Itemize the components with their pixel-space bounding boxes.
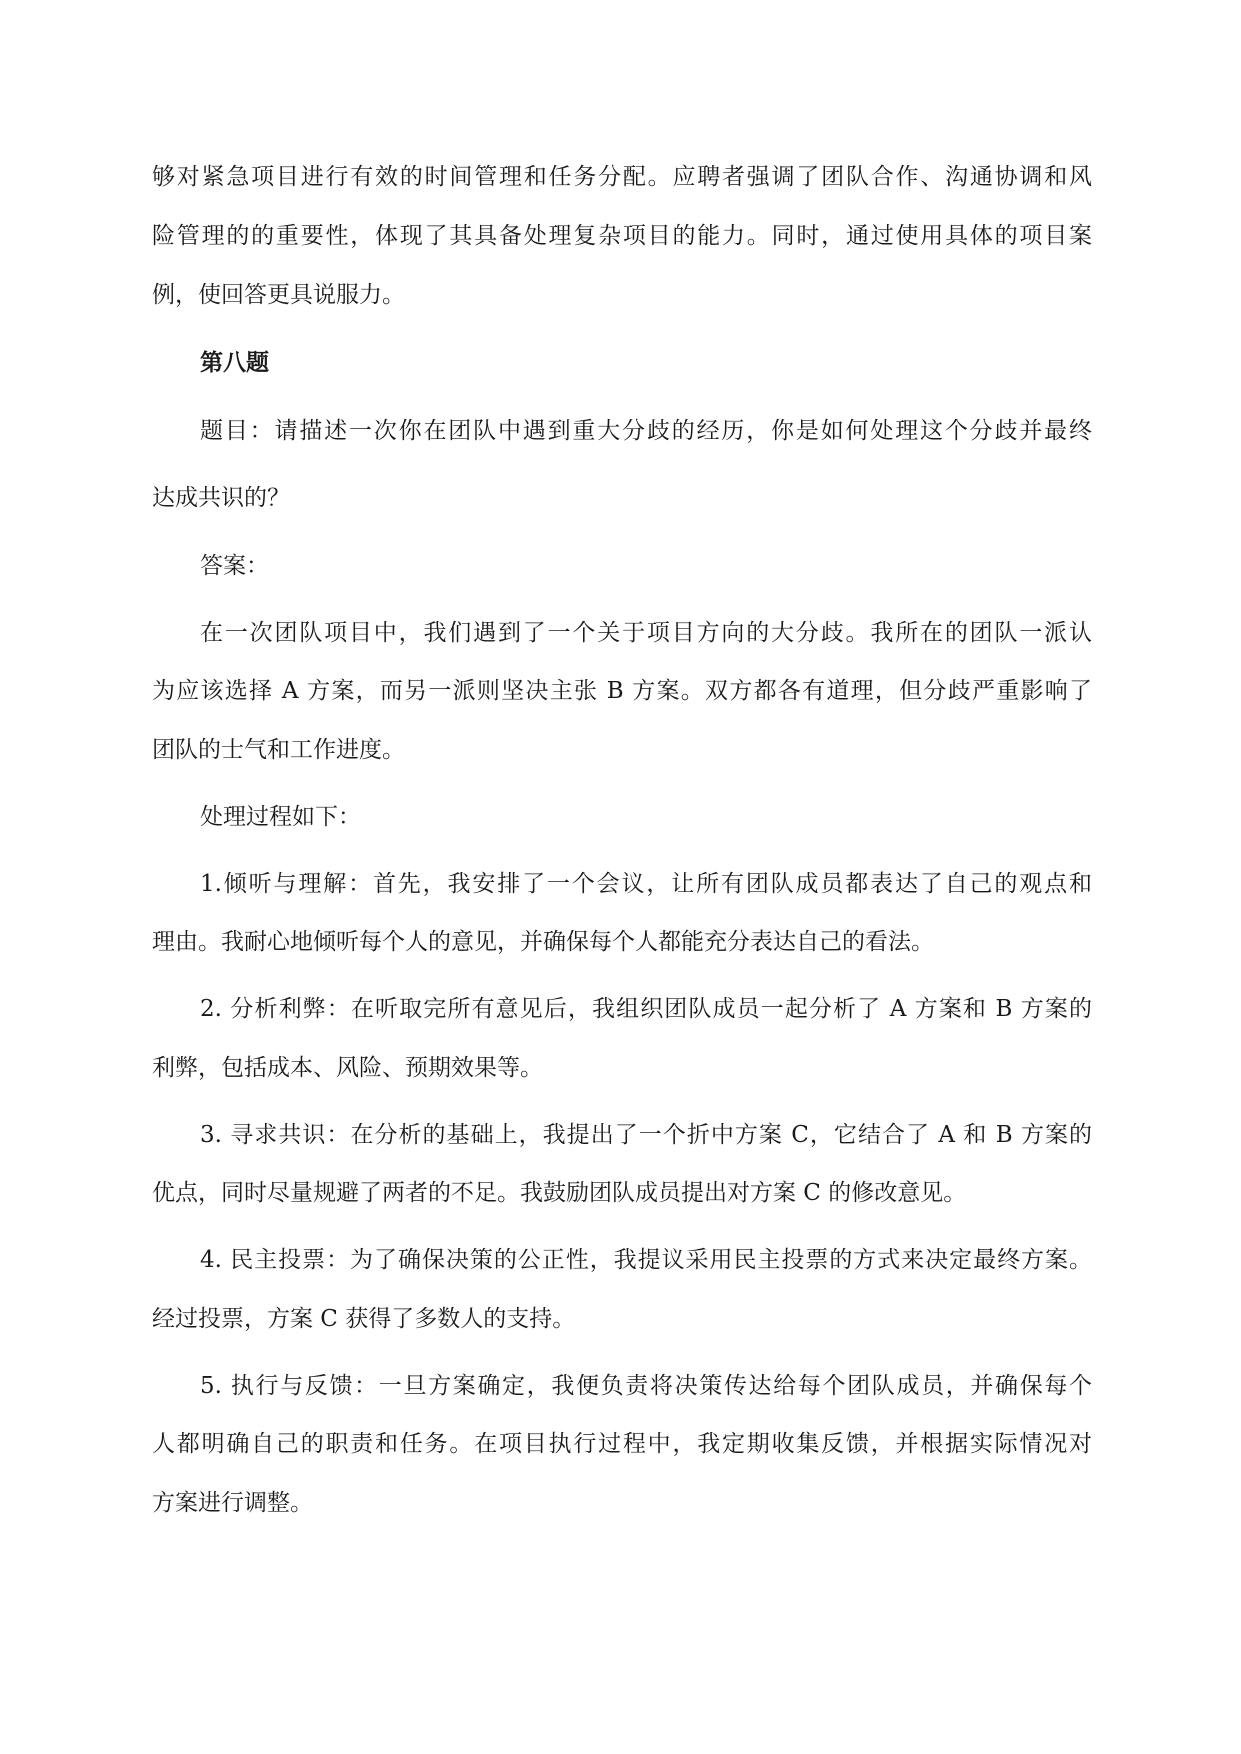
list-item-line: 理由。我耐心地倾听每个人的意见，并确保每个人都能充分表达自己的看法。	[152, 929, 934, 955]
section-heading: 第八题	[200, 350, 269, 376]
list-item-line: 2. 分析利弊：在听取完所有意见后，我组织团队成员一起分析了 A 方案和 B 方案的	[200, 996, 1092, 1022]
paragraph-line: 处理过程如下：	[200, 804, 361, 830]
list-item-line: 方案进行调整。	[152, 1490, 313, 1516]
list-item-line: 经过投票，方案 C 获得了多数人的支持。	[152, 1306, 576, 1332]
list-item-line: 5. 执行与反馈：一旦方案确定，我便负责将决策传达给每个团队成员，并确保每个	[200, 1373, 1092, 1399]
question-line: 达成共识的？	[152, 485, 290, 511]
list-item-line: 利弊，包括成本、风险、预期效果等。	[152, 1055, 543, 1081]
list-item-line: 优点，同时尽量规避了两者的不足。我鼓励团队成员提出对方案 C 的修改意见。	[152, 1180, 967, 1206]
paragraph-line: 团队的士气和工作进度。	[152, 737, 405, 763]
paragraph-line: 险管理的的重要性，体现了其具备处理复杂项目的能力。同时，通过使用具体的项目案	[152, 223, 1092, 249]
list-item-line: 1.倾听与理解：首先，我安排了一个会议，让所有团队成员都表达了自己的观点和	[200, 871, 1092, 897]
list-item-line: 4. 民主投票：为了确保决策的公正性，我提议采用民主投票的方式来决定最终方案。	[200, 1247, 1092, 1273]
question-line: 题目：请描述一次你在团队中遇到重大分歧的经历，你是如何处理这个分歧并最终	[200, 418, 1092, 444]
list-item-line: 人都明确自己的职责和任务。在项目执行过程中，我定期收集反馈，并根据实际情况对	[152, 1431, 1092, 1457]
list-item-line: 3. 寻求共识：在分析的基础上，我提出了一个折中方案 C，它结合了 A 和 B 方案的	[200, 1122, 1092, 1148]
answer-label: 答案：	[200, 553, 269, 579]
paragraph-line: 为应该选择 A 方案，而另一派则坚决主张 B 方案。双方都各有道理，但分歧严重影响了	[152, 678, 1092, 704]
paragraph-line: 例，使回答更具说服力。	[152, 282, 405, 308]
paragraph-line: 够对紧急项目进行有效的时间管理和任务分配。应聘者强调了团队合作、沟通协调和风	[152, 164, 1092, 190]
paragraph-line: 在一次团队项目中，我们遇到了一个关于项目方向的大分歧。我所在的团队一派认	[200, 620, 1092, 646]
